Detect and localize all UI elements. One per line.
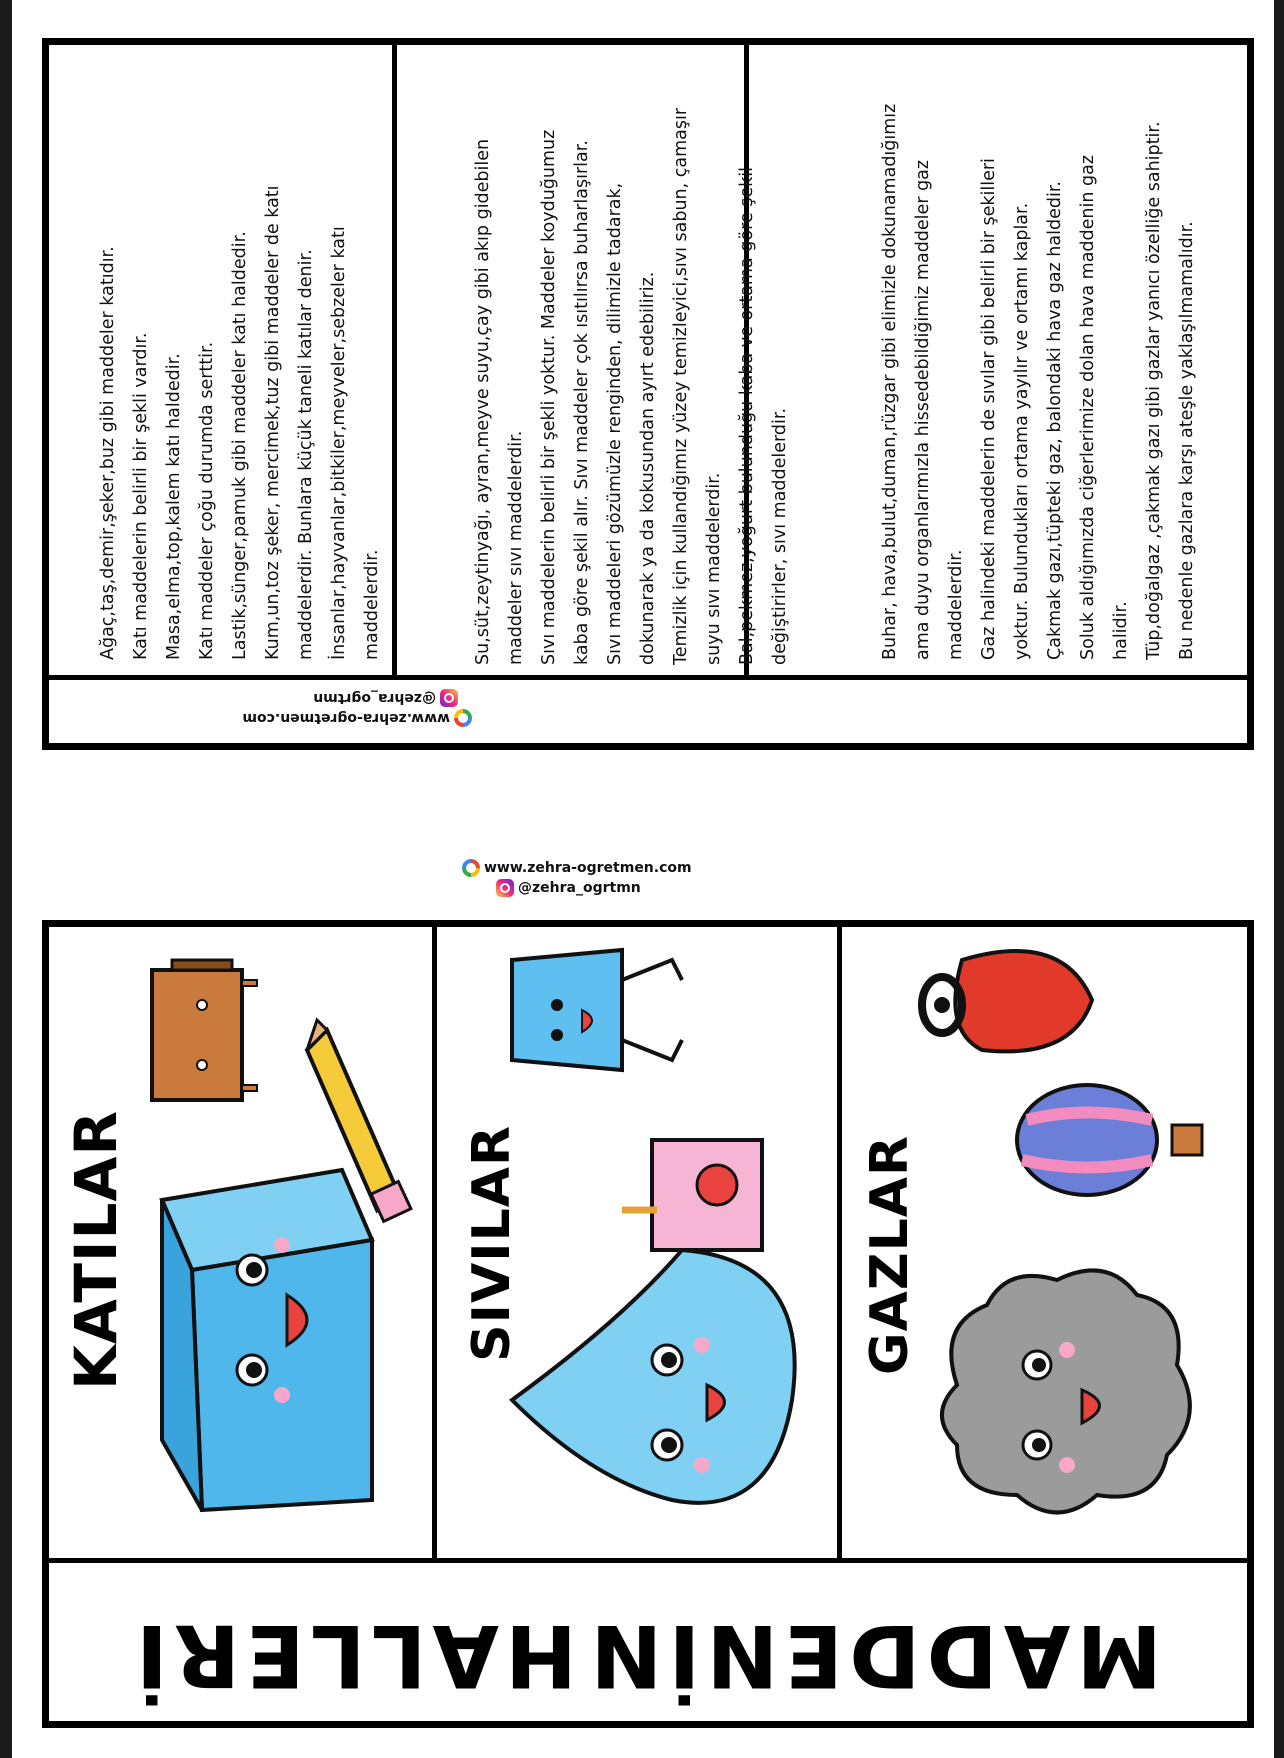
credits-upside-down	[242, 688, 472, 728]
divider	[46, 1558, 1250, 1563]
pencil-icon	[297, 1020, 417, 1240]
divider	[837, 924, 842, 1562]
liquids-heading: SIVILAR	[462, 1125, 522, 1362]
worksheet-page	[12, 0, 1274, 1758]
instagram-icon	[440, 689, 458, 707]
juice-box-icon	[622, 1130, 782, 1260]
instagram-handle[interactable]: @zehra_ogrtmn	[518, 880, 641, 896]
solids-text: Ağaç,taş,demir,şeker,buz gibi maddeler katıdır. Katı maddelerin belirli bir şekli vardır. Masa,elma,top,kalem katı haldedir. Katı maddeler çoğu durumda serttir. Lastik,sünger,pamuk gibi maddeler katı haldedir. Kum,un,toz şeker, mercimek,tuz gibi maddeler de katı maddelerdir. Bunlara küçük taneli katılar denir. İnsanlar,hayvanlar,bitkiler,meyveler,sebzeler katı maddelerdir.	[98, 185, 382, 660]
kettle-icon	[912, 940, 1112, 1070]
credits	[462, 858, 692, 898]
desk-icon	[142, 950, 262, 1120]
gases-heading: GAZLAR	[860, 1135, 920, 1376]
page-title	[584, 1605, 1162, 1705]
title-word-2: HALLERİ	[129, 1605, 577, 1705]
website-link[interactable]: www.zehra-ogretmen.com	[484, 860, 692, 876]
divider	[46, 675, 1250, 680]
website-link[interactable]: www.zehra-ogretmen.com	[242, 710, 450, 726]
google-icon	[454, 709, 472, 727]
title-word-1: MADDENİN	[584, 1605, 1162, 1705]
instagram-icon	[496, 879, 514, 897]
solids-heading: KATILAR	[62, 1110, 130, 1390]
smoke-cloud-icon	[917, 1245, 1207, 1535]
page-subtitle	[130, 1605, 577, 1705]
liquids-text: Su,süt,zeytinyağı, ayran,meyve suyu,çay gibi akıp gidebilen maddeler sıvı maddelerdir. Sıvı maddelerin belirli bir şekli yoktur. Maddeler koyduğumuz kaba göre şekil alır. Sıvı maddeler çok ısıtılırsa buharlaşırlar. Sıvı maddeleri gözümüzle renginden, dilimizle tadarak, dokunarak ya da kokusundan ayırt edebiliriz. Temizlik için kullandığımız yüzey temizleyici,sıvı sabun, çamaşır suyu sıvı maddelerdir. Bal,pekmez,yoğurt bulunduğu kaba ve ortama göre şekil değiştirirler, sıvı maddelerdir.	[473, 107, 790, 665]
gases-text: Buhar, hava,bulut,duman,rüzgar gibi elimizle dokunamadığımız ama duyu organlarımızla hissedebildiğimiz maddeler gaz maddelerdir. Gaz halindeki maddelerin de sıvılar gibi belirli bir şekilleri yoktur. Bulundukları ortama yayılır ve ortamı kaplar. Çakmak gazı,tüpteki gaz, balondaki hava gaz haldedir. Soluk aldığımızda ciğerlerimize dolan hava maddenin gaz halidir. Tüp,doğalgaz ,çakmak gazı gibi gazlar yanıcı özelliğe sahiptir. Bu nedenle gazlara karşı ateşle yaklaşılmamalıdır.	[880, 103, 1197, 660]
water-drop-icon	[502, 1230, 812, 1530]
hot-air-balloon-icon	[1012, 1080, 1222, 1200]
divider	[392, 42, 397, 680]
instagram-handle[interactable]: @zehra_ogrtmn	[313, 690, 436, 706]
google-icon	[462, 859, 480, 877]
water-glass-icon	[502, 940, 752, 1090]
divider	[432, 924, 437, 1562]
